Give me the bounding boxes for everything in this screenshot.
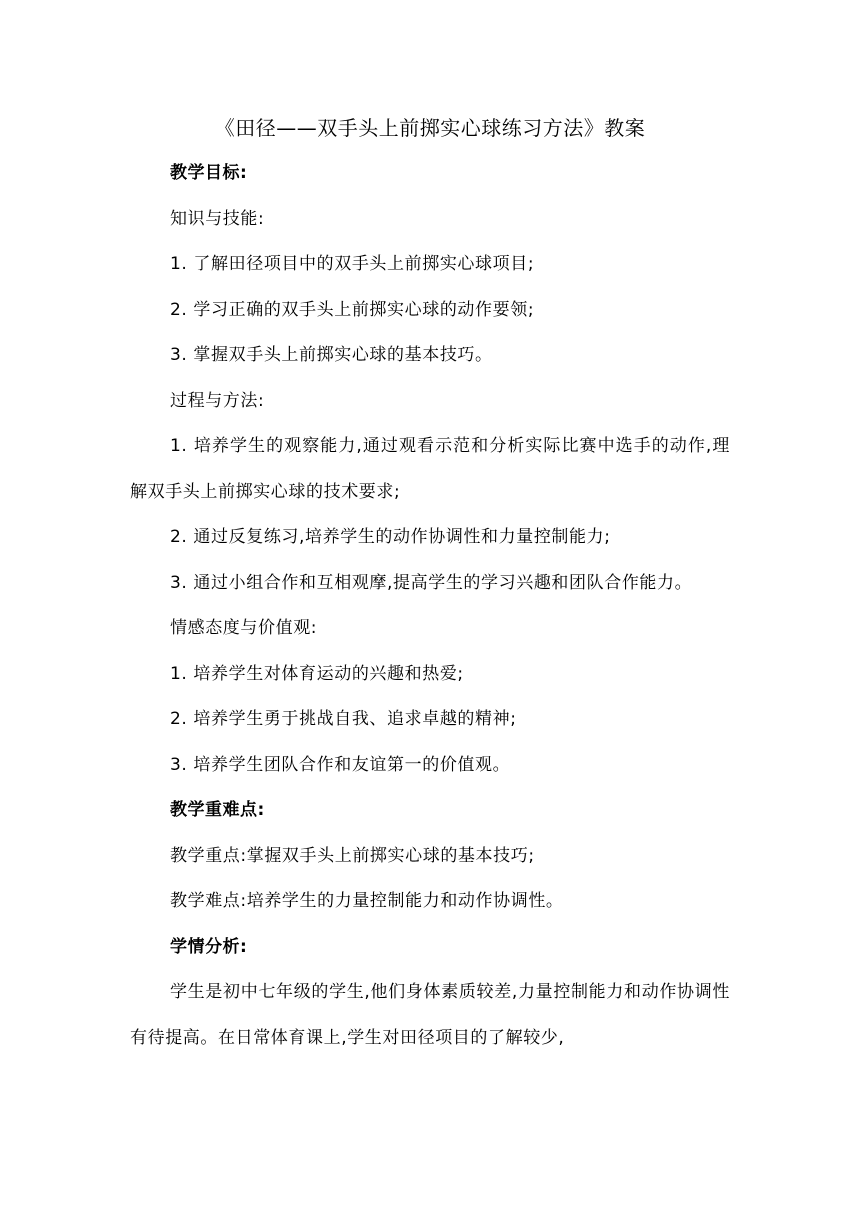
knowledge-heading: 知识与技能:	[170, 208, 265, 229]
process-item: 2. 通过反复练习,培养学生的动作协调性和力量控制能力;	[170, 527, 611, 547]
analysis-heading: 学情分析:	[170, 936, 248, 957]
process-heading: 过程与方法:	[170, 390, 265, 411]
process-item: 3. 通过小组合作和互相观摩,提高学生的学习兴趣和团队合作能力。	[170, 572, 693, 593]
knowledge-item: 2. 学习正确的双手头上前掷实心球的动作要领;	[170, 299, 535, 320]
analysis-text: 学生是初中七年级的学生,他们身体素质较差,力量控制能力和动作协调性有待提高。在日常体育课上,学生对田径项目的了解较少,	[130, 982, 730, 1048]
keypoints-heading: 教学重难点:	[170, 800, 265, 820]
knowledge-item: 3. 掌握双手头上前掷实心球的基本技巧。	[170, 345, 493, 365]
knowledge-item: 1. 了解田径项目中的双手头上前掷实心球项目;	[170, 254, 535, 274]
emotion-item: 3. 培养学生团队合作和友谊第一的价值观。	[170, 754, 511, 775]
difficulty-text: 教学难点:培养学生的力量控制能力和动作协调性。	[170, 891, 564, 911]
process-item: 1. 培养学生的观察能力,通过观看示范和分析实际比赛中选手的动作,理解双手头上前掷实心球的技术要求;	[130, 436, 730, 502]
objectives-heading: 教学目标:	[170, 163, 248, 183]
document-title: 《田径——双手头上前掷实心球练习方法》教案	[214, 116, 646, 140]
document-body	[130, 105, 730, 1061]
emotion-item: 1. 培养学生对体育运动的兴趣和热爱;	[170, 663, 464, 684]
keypoint-text: 教学重点:掌握双手头上前掷实心球的基本技巧;	[170, 845, 535, 866]
emotion-heading: 情感态度与价值观:	[170, 618, 318, 638]
emotion-item: 2. 培养学生勇于挑战自我、追求卓越的精神;	[170, 709, 517, 729]
